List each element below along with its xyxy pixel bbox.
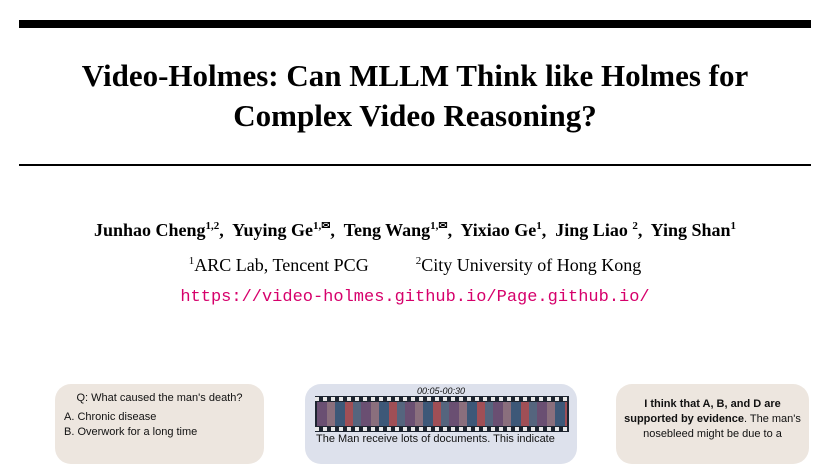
option-a: A. Chronic disease — [64, 411, 157, 423]
author: Yixiao Ge$^1$ — [460, 220, 542, 240]
video-timestamp: 00:05-00:30 — [416, 386, 466, 396]
affiliations — [0, 255, 830, 276]
reasoning-rest: . The man's nosebleed might be due to a — [643, 413, 801, 440]
top-rule — [19, 20, 811, 28]
option-b: B. Overwork for a long time — [64, 426, 198, 438]
video-filmstrip-image — [315, 396, 569, 432]
reasoning-text — [616, 384, 809, 442]
project-url-link[interactable]: https://video-holmes.github.io/Page.github.io/ — [180, 288, 650, 307]
reasoning-lead: I think that A, B, and D are supported by evidence — [624, 398, 781, 425]
title-bottom-rule — [19, 164, 811, 166]
author-list: Junhao Cheng$^{1,2}$, Yuying $Ge^{1,✉}$, Teng Wang$^{1,✉}$, Yixiao Ge$^1$, Jing Liao $^2$, Ying Shan$^1$ — [93, 220, 737, 240]
affiliation: $^2$City University of Hong Kong — [415, 255, 642, 275]
video-card — [305, 384, 577, 464]
film-holes-top — [315, 397, 569, 401]
reasoning-card — [616, 384, 809, 464]
author: Junhao Cheng$^{1,2}$ — [93, 220, 220, 240]
author: Teng Wang$^{1,✉}$ — [343, 220, 448, 240]
author: Ying Shan$^1$ — [650, 220, 737, 240]
author: Yuying $Ge^{1,✉}$ — [232, 220, 331, 240]
question-text: Q: What caused the man's death? — [76, 392, 243, 404]
video-caption: The Man receive lots of documents. This indicate — [316, 433, 555, 445]
title-line-1: Video-Holmes: Can MLLM Think like Holmes for — [81, 58, 749, 93]
film-holes-bottom — [315, 427, 569, 431]
author: Jing Liao $^2$ — [555, 220, 638, 240]
paper-title — [19, 56, 811, 136]
question-card — [55, 384, 264, 464]
film-frames — [317, 402, 567, 426]
affiliation: $^1$ARC Lab, Tencent PCG — [188, 255, 369, 275]
title-line-2: Complex Video Reasoning? — [233, 98, 597, 133]
